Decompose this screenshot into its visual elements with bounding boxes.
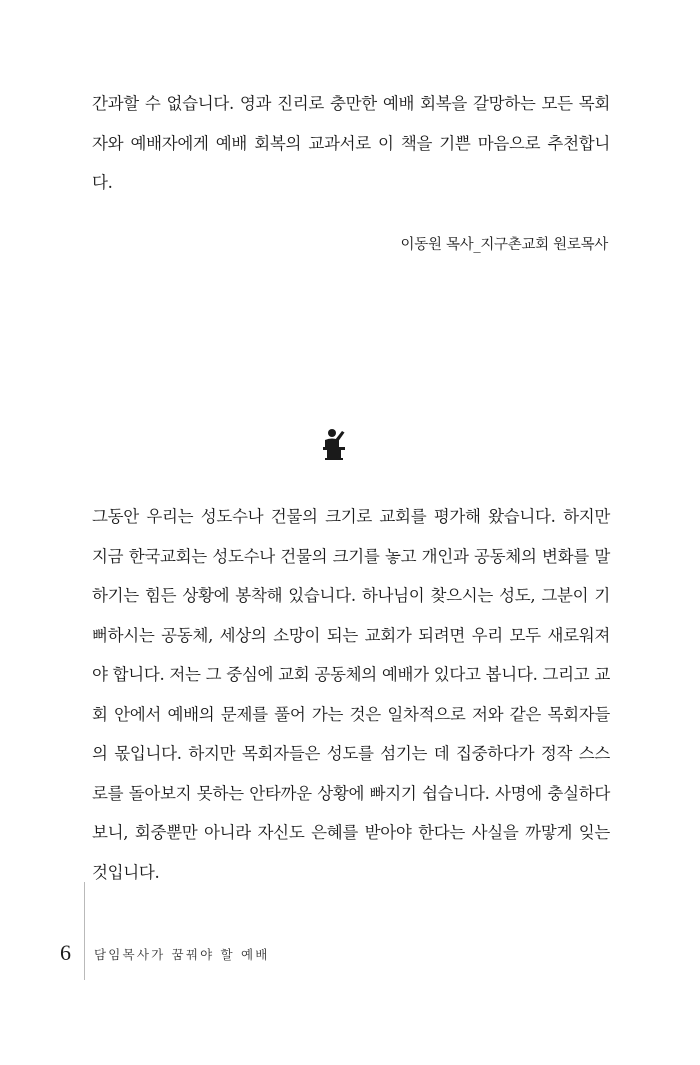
body-paragraph: 그동안 우리는 성도수나 건물의 크기로 교회를 평가해 왔습니다. 하지만 지금 한국교회는 성도수나 건물의 크기를 놓고 개인과 공동체의 변화를 말하기는 힘든 상황에 봉착해 있습니다. 하나님이 찾으시는 성도, 그분이 기뻐하시는 공동체, 세상의 소망이 되는 교회가 되려면 우리 모두 새로워져야 합니다. 저는 그 중심에 교회 공동체의 예배가 있다고 봅니다. 그리고 교회 안에서 예배의 문제를 풀어 가는 것은 일차적으로 저와 같은 목회자들의 몫입니다. 하지만 목회자들은 성도를 섬기는 데 집중하다가 정작 스스로를 돌아보지 못하는 안타까운 상황에 빠지기 쉽습니다. 사명에 충실하다 보니, 회중뿐만 아니라 자신도 은혜를 받아야 한다는 사실을 까맣게 잊는 것입니다. (92, 507, 610, 882)
page-number: 6 (60, 940, 71, 965)
endorsement-paragraph-end: 간과할 수 없습니다. 영과 진리로 충만한 예배 회복을 갈망하는 모든 목회자와 예배자에게 예배 회복의 교과서로 이 책을 기쁜 마음으로 추천합니다. (92, 94, 610, 192)
footer-rule (84, 882, 85, 980)
endorsement-signature: 이동원 목사_지구촌교회 원로목사 (400, 237, 608, 253)
preacher-at-pulpit-icon (320, 428, 348, 460)
running-title: 담임목사가 꿈꿔야 할 예배 (94, 947, 270, 962)
